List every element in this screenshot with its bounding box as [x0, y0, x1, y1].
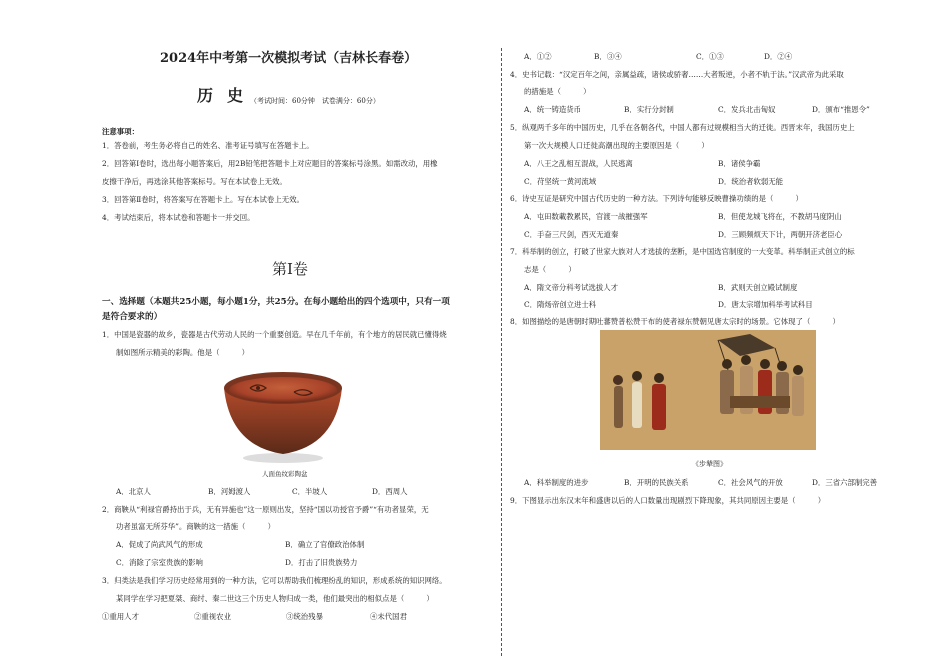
question-stem: 8．如图描绘的是唐朝时期吐蕃赞普松赞干布的使者禄东赞朝见唐太宗时的场景。它体现了（ ） [510, 317, 840, 326]
question-stem: 6．诗史互证是研究中国古代历史的一种方法。下列诗句能够反映曹操功绩的是（ ） [510, 194, 803, 203]
option-c: C．苻坚统一黄河流域 [524, 177, 597, 186]
question-stem: 7．科举制的创立，打破了世家大族对人才选拔的垄断，是中国选官制度的一大变革。科举制正式创立的标 [510, 247, 855, 256]
notice-item: 3．回答第Ⅱ卷时，将答案写在答题卡上。写在本试卷上无效。 [102, 195, 304, 204]
list-item: ③统治残暴 [286, 612, 323, 621]
question-stem: 1．中国是瓷器的故乡，瓷器是古代劳动人民的一个重要创造。早在几千年前，有个地方的居民就已懂得烧 [102, 330, 447, 339]
option-d: D．统治者软弱无能 [718, 177, 784, 186]
list-item: ④未代国君 [370, 612, 407, 621]
image-caption: 人面鱼纹彩陶盆 [262, 470, 308, 478]
option-c: C．半坡人 [292, 487, 328, 496]
option-d: D．唐太宗增加科举考试科目 [718, 300, 813, 309]
question-stem: 志是（ ） [524, 265, 576, 274]
question-stem: 某同学在学习把夏桀、商纣、秦二世这三个历史人物归成一类，他们最突出的相似点是（ ） [116, 594, 434, 603]
notice-item: 4．考试结束后，将本试卷和答题卡一并交回。 [102, 213, 255, 222]
option-b: B．实行分封制 [624, 105, 674, 114]
option-a: A．科举制度的进步 [524, 478, 589, 487]
question-stem: 第一次大规模人口迁徙高潮出现的主要原因是（ ） [524, 141, 709, 150]
option-c: C．消除了宗室贵族的影响 [116, 558, 203, 567]
exam-title: 2024年中考第一次模拟考试（吉林长春卷） [160, 51, 418, 66]
subject-title: 历史 [197, 86, 258, 105]
list-item: ①重用人才 [102, 612, 139, 621]
option-c: C．发兵北击匈奴 [718, 105, 776, 114]
list-item: ②重视农业 [194, 612, 231, 621]
option-c: C．手奋三尺剑，西灭无道秦 [524, 230, 619, 239]
section-heading: 一、选择题（本题共25小题，每小题1分，共25分。在每小题给出的四个选项中，只有一项 [102, 297, 450, 307]
question-stem: 3．归类法是我们学习历史经常用到的一种方法，它可以帮助我们梳理纷乱的知识，形成系统的知识网络。 [102, 576, 447, 585]
question-stem: 功者虽富无所芬华”。商鞅的这一措施（ ） [116, 522, 275, 531]
option-b: B．确立了官僚政治体制 [285, 540, 365, 549]
option-b: B．开明的民族关系 [624, 478, 689, 487]
option-b: B．武则天创立殿试制度 [718, 283, 798, 292]
option-a: A．统一铸造货币 [524, 105, 582, 114]
question-stem: 5．纵观两千多年的中国历史，几乎在各朝各代，中国人都有过规模相当大的迁徙。西晋末年，我国历史上 [510, 123, 855, 132]
option-c: C．社会风气的开放 [718, 478, 783, 487]
notice-item: 2．回答第Ⅰ卷时，选出每小题答案后，用2B铅笔把答题卡上对应题目的答案标号涂黑。如需改动，用橡 [102, 159, 438, 168]
question-stem: 制如图所示精美的彩陶。他是（ ） [116, 348, 250, 357]
option-c: C．隋炀帝创立进士科 [524, 300, 597, 309]
option-d: D．西周人 [372, 487, 408, 496]
image-caption: 《步辇图》 [692, 460, 727, 468]
notice-heading: 注意事项： [102, 127, 139, 136]
option-d: D．三省六部制完善 [812, 478, 878, 487]
question-stem: 的措施是（ ） [524, 87, 591, 96]
question-stem: 9．下图显示出东汉末年和盛唐以后的人口数量出现剧烈下降现象，其共同原因主要是（ ） [510, 496, 826, 505]
option-a: A．①② [524, 52, 552, 61]
option-a: A．北京人 [116, 487, 151, 496]
option-d: D．②④ [764, 52, 793, 61]
option-d: D．打击了旧贵族势力 [285, 558, 358, 567]
option-a: A．屯田数載教累民，官渡一战摧强军 [524, 212, 648, 221]
painted-pottery-basin-image [220, 366, 346, 466]
option-c: C．①③ [696, 52, 724, 61]
option-a: A．八王之乱相互混战，人民逃离 [524, 159, 633, 168]
exam-info: （考试时间：60分钟 试卷满分：60分） [250, 97, 380, 105]
question-stem: 4．史书记载：“汉定百年之间，亲属益疏，诸侯或骄奢……大者叛逆，小者不轨于法。”汉武帝为此采取 [510, 70, 844, 79]
option-b: B．河姆渡人 [208, 487, 251, 496]
bunian-painting-image [600, 330, 816, 450]
notice-item: 皮擦干净后，再选涂其他答案标号。写在本试卷上无效。 [102, 177, 287, 186]
right-column [510, 0, 912, 672]
option-b: B．③④ [594, 52, 622, 61]
question-stem: 2．商鞅从“利禄官爵持出于兵，无有异施也”这一原则出发，坚持“国以功授官予爵”“有功者显荣，无 [102, 505, 429, 514]
section-title: 第Ⅰ卷 [272, 260, 308, 278]
section-heading: 是符合要求的） [102, 312, 163, 322]
column-divider [501, 48, 502, 656]
option-a: A．促成了尚武风气的形成 [116, 540, 203, 549]
option-d: D．颁布“推恩令” [812, 105, 870, 114]
option-a: A．隋文帝分科考试选拔人才 [524, 283, 619, 292]
option-b: B．诸侯争霸 [718, 159, 761, 168]
option-d: D．三顾频烦天下计，两朝开济老臣心 [718, 230, 843, 239]
left-column [102, 0, 494, 672]
option-b: B．但使龙城飞将在，不教胡马度阴山 [718, 212, 842, 221]
notice-item: 1．答卷前，考生务必将自己的姓名、准考证号填写在答题卡上。 [102, 141, 314, 150]
